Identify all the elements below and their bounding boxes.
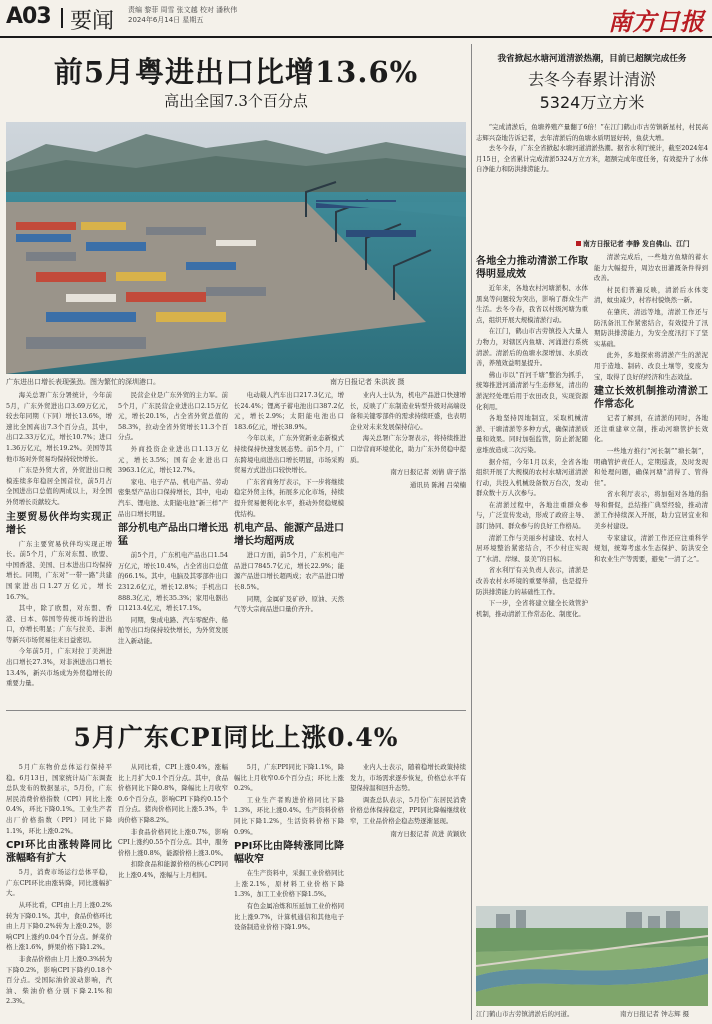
paragraph: 今年前5月，广东对拉丁美洲进出口增长27.3%，对非洲进出口增长13.4%，新兴市场成为外贸稳增长的重要力量。 (6, 647, 112, 688)
column-divider (471, 44, 472, 1020)
story2-column-4 (350, 762, 466, 1018)
page-header (0, 0, 712, 38)
paragraph: 此外，多地探索将清淤产生的淤泥用于造地、制砖、改良土壤等，变废为宝，取得了良好的经济和生态效益。 (594, 351, 708, 381)
paragraph: 在清淤过程中，各地注重群众参与，广泛宣传发动，形成了政府主导、部门协同、群众参与的良好工作格局。 (476, 500, 588, 531)
story2-column-2 (118, 762, 228, 1018)
paragraph: 在江门，鹤山市古劳镇投入大量人力物力，对辖区内鱼塘、河涌进行系统清淤。清淤后的鱼塘水深增加、水质改善，养殖效益明显提升。 (476, 327, 588, 368)
story2-subheading-1: CPI环比由涨转降同比涨幅略有扩大 (6, 840, 112, 865)
editor-line: 责编 黎菲 周雪 张文越 校对 潘秋伟 (128, 6, 238, 14)
story1-column-3 (234, 390, 344, 698)
paragraph: 广东是外贸大省，外贸进出口规模连续多年稳居全国首位，前5月占全国进出口总值的两成以上，对全国外贸增长贡献较大。 (6, 466, 112, 506)
paragraph: 从同比看，CPI上涨0.4%，涨幅比上月扩大0.1个百分点。其中，食品价格同比下降0.8%，降幅比上月收窄0.6个百分点，影响CPI下降约0.15个百分点。猪肉价格同比上涨5.3%，牛肉价格下降8.2%。 (118, 763, 228, 824)
paragraph: 记者了解到，在清淤的同时，各地还注重建章立制，推动河塘管护长效化。 (594, 414, 708, 444)
section-divider (6, 710, 466, 711)
paragraph: 其中，除了欧盟，对东盟、香港、日本、韩国等传统市场的进出口，亦增长明显；广东与拉美、非洲等新兴市场贸易往来日益密切。 (6, 604, 112, 644)
paragraph: 广东省商务厅表示，下一步将继续稳定外贸主体，拓展多元化市场，持续提升贸易便利化水平，推动外贸稳规模优结构。 (234, 477, 344, 518)
story2-byline: 南方日报记者 黄进 黄颖欣 (390, 829, 466, 838)
header-meta (128, 5, 237, 25)
paragraph: 有色金属冶炼和压延加工业价格同比上涨9.7%，计算机通信和其他电子设备制造业价格下降1.9%。 (234, 901, 344, 932)
paragraph: 前5个月，广东机电产品出口1.54万亿元，增长10.4%，占全省出口总值的66.1%。其中，电脑及其零部件出口2312.6亿元，增长12.8%；手机出口888.3亿元，增长35.3%；家用电器出口1213.4亿元，增长17.1%。 (118, 551, 228, 613)
paragraph: 省水利厅表示，将加强对各地的指导和督促，总结推广典型经验，推动清淤工作持续深入开展，助力宜居宜业和美乡村建设。 (594, 490, 708, 531)
paragraph: 去冬今春，广东全省掀起水塘河道清淤热潮。据省水利厅统计，截至2024年4月15日，全省累计完成清淤5324万立方米，超额完成年度任务，有效提升了水体自净能力和防洪排涝能力。 (476, 144, 708, 174)
paragraph: 同期，集成电路、汽车零配件、船舶等出口均保持较快增长，为外贸发展注入新动能。 (118, 615, 228, 645)
page-code: A03 (6, 4, 51, 29)
paragraph: 今年以来，广东外贸新业态新模式持续保持快速发展态势。前5个月，广东跨境电商进出口增长明显，市场采购贸易方式进出口较快增长。 (234, 434, 344, 475)
story2-column-1 (6, 762, 112, 1018)
paragraph: 专家建议，清淤工作还应注重科学规划，统筹考虑水生态保护、防洪安全和农业生产等需要，避免“一清了之”。 (594, 533, 708, 563)
paragraph: 村民们普遍反映，清淤后水体变清，蚊虫减少，村容村貌焕然一新。 (594, 285, 708, 305)
story3-kicker: 我省掀起水塘河道清淤热潮，目前已超额完成任务 (497, 54, 687, 64)
section-name: 要闻 (70, 9, 115, 34)
story3-subheading-2: 建立长效机制推动清淤工作常态化 (594, 386, 708, 411)
story3-photo-credit: 南方日报记者 钟志辉 摄 (620, 1010, 690, 1018)
story3-column-2 (594, 252, 708, 900)
story3-lead (476, 122, 708, 234)
story1-subheading-2: 部分机电产品出口增长迅猛 (118, 523, 228, 548)
paragraph: 佛山市以“百河千塘”整治为抓手，统筹推进河涌清淤与生态修复，清出的淤泥经处理后用于农田改良，实现资源化利用。 (476, 370, 588, 411)
paragraph: 家电、电子产品、机电产品、劳动密集型产品出口保持增长，其中，电动汽车、锂电池、太阳能电池“新三样”产品出口增长明显。 (118, 477, 228, 518)
story1-subheading-3: 机电产品、能源产品进口增长均超两成 (234, 523, 344, 548)
paragraph: 在肇庆、清远等地，清淤工作还与防汛备汛工作紧密结合，有效提升了汛期防洪排涝能力，为安全度汛打下了坚实基础。 (594, 307, 708, 348)
story3-column-1 (476, 252, 588, 900)
header-divider (61, 8, 63, 28)
paragraph: 调查总队表示，5月份广东居民消费价格总体保持稳定，PPI同比降幅继续收窄，工业品价格企稳态势逐渐显现。 (350, 795, 466, 825)
port-photo (6, 122, 466, 374)
paragraph: 海关总署广东分署统计，今年前5月，广东外贸进出口3.69万亿元，较去年同期（下同）增长13.6%，增速比全国高出7.3个百分点，其中，出口2.33万亿元，增长10.7%；进口1.36万亿元，增长19.2%。美国等其他市场对外贸易均保持较快增长。 (6, 391, 112, 463)
newspaper-logo: 南方日报 (608, 7, 704, 36)
paragraph: 5月广东物价总体运行保持平稳。6月13日，国家统计局广东调查总队发布的数据显示，5月份，广东居民消费价格指数（CPI）同比上涨0.4%，环比下降0.1%。工业生产者出厂价格指数（PPI）同比下降1.1%，环比上涨0.2%。 (6, 763, 112, 835)
paragraph: 下一步，全省将建立健全长效管护机制，推动清淤工作常态化、制度化。 (476, 599, 588, 618)
paragraph: 广东主要贸易伙伴均实现正增长。前5个月，广东对东盟、欧盟、中国香港、美国、日本进出口均保持增长。同期，广东对“一带一路”共建国家进出口1.27万亿元，增长16.7%。 (6, 539, 112, 601)
story1-photo-credit: 南方日报记者 朱洪波 摄 (330, 378, 405, 386)
paragraph: 业内人士表示，随着稳增长政策持续发力，市场需求逐步恢复，价格总水平有望保持温和回升态势。 (350, 763, 466, 793)
paragraph: 省水利厅有关负责人表示，清淤是改善农村水环境的重要举措，也是提升防洪排涝能力的基础性工作。 (476, 566, 588, 596)
paragraph: 进口方面，前5个月，广东机电产品进口7845.7亿元，增长22.9%；能源产品进口增长超两成；农产品进口增长8.5%。 (234, 551, 344, 591)
story1-column-4 (350, 390, 466, 708)
river-photo (476, 906, 708, 1006)
paragraph: 5月，广东PPI同比下降1.1%，降幅比上月收窄0.6个百分点；环比上涨0.2%。 (234, 763, 344, 793)
paragraph: 扣除食品和能源价格的核心CPI同比上涨0.4%，涨幅与上月相同。 (118, 860, 228, 879)
date-line: 2024年6月14日 星期五 (128, 16, 204, 24)
story2-subheading-2: PPI环比由降转涨同比降幅收窄 (234, 841, 344, 866)
story3-photo-caption: 江门鹤山市古劳镇清淤后的河道。 (476, 1010, 574, 1018)
story3-source: 南方日报记者 李静 发自佛山、江门 (576, 238, 708, 248)
story3-subheading-1: 各地全力推动清淤工作取得明显成效 (476, 256, 588, 280)
paragraph: 据介绍，今年1月以来，全省各地组织开展了大规模的农村水塘河道清淤行动，共投入机械设备数万台次，发动群众数十万人次参与。 (476, 457, 588, 498)
story1-subhead: 高出全国7.3个百分点 (164, 92, 308, 110)
paragraph: 非食品价格由上月上涨0.3%转为下降0.2%，影响CPI下降约0.18个百分点。受国际油价波动影响，汽油、柴油价格分别下降2.1%和2.3%。 (6, 954, 112, 1006)
paragraph: 从环比看，CPI由上月上涨0.2%转为下降0.1%。其中，食品价格环比由上月下降0.2%转为上涨0.2%，影响CPI上涨约0.04个百分点。鲜菜价格上涨1.6%，鲜果价格下降1.2%。 (6, 900, 112, 952)
story1-headline: 前5月粤进出口比增13.6% (53, 55, 419, 89)
story1-byline: 南方日报记者 刘倩 唐子湉 (390, 468, 466, 477)
paragraph: 一些地方推行“河长制”“塘长制”，明确管护责任人，定期巡查，及时发现和处理问题，确保河塘“清得了、管得住”。 (594, 446, 708, 487)
paragraph: 工业生产者购进价格同比下降1.3%，环比上涨0.4%。生产资料价格同比下降1.2%，生活资料价格下降0.9%。 (234, 795, 344, 836)
paragraph: 在生产资料中，采掘工业价格同比上涨2.1%，原材料工业价格下降1.3%，加工工业价格下降1.5%。 (234, 869, 344, 899)
story1-column-2 (118, 390, 228, 698)
story3-headline-line2: 5324万立方米 (539, 93, 645, 112)
story3-headline-line1: 去冬今春累计清淤 (527, 70, 656, 89)
story1-subheading-1: 主要贸易伙伴均实现正增长 (6, 511, 112, 536)
paragraph: 同期，金属矿及矿砂、原油、天然气等大宗商品进口量价齐升。 (234, 594, 344, 614)
story1-photo-caption: 广东进出口增长表现强劲。图为繁忙的深圳港口。 (6, 378, 160, 386)
story1-column-1 (6, 390, 112, 698)
paragraph: “完成清淤后，鱼塘养殖产量翻了6倍！”在江门鹤山市古劳镇新星村，村民高志辉兴奋地告诉记者，去年清淤后的鱼塘水质明显好转，鱼获大增。 (476, 123, 708, 142)
paragraph: 清淤完成后，一些地方鱼塘的蓄水能力大幅提升，周边农田灌溉条件得到改善。 (594, 253, 708, 283)
paragraph: 非食品价格同比上涨0.7%，影响CPI上涨约0.55个百分点。其中，服务价格上涨0.8%，能源价格上涨3.0%。 (118, 827, 228, 857)
paragraph: 电动载人汽车出口217.3亿元，增长24.4%；锂离子蓄电池出口387.2亿元，增长2.9%；太阳能电池出口183.6亿元，增长38.9%。 (234, 391, 344, 431)
paragraph: 业内人士认为，机电产品进口快速增长，反映了广东制造业转型升级对高端设备和关键零部件的需求持续旺盛，也表明企业对未来发展保持信心。 (350, 391, 466, 431)
paragraph: 清淤工作与美丽乡村建设、农村人居环境整治紧密结合，不少村庄实现了“水清、岸绿、景美”的目标。 (476, 533, 588, 563)
story2-headline: 5月广东CPI同比上涨0.4% (73, 723, 399, 752)
paragraph: 近年来，各地农村河塘淤积、水体黑臭等问题较为突出，影响了群众生产生活。去冬今春，我省以村级河塘为重点，组织开展大规模清淤行动。 (476, 284, 588, 324)
story1-byline-2: 通讯员 陈湘 吕荣楠 (409, 480, 466, 489)
paragraph: 5月，消费市场运行总体平稳，广东CPI环比由涨转降，同比涨幅扩大。 (6, 868, 112, 898)
paragraph: 外商投资企业进出口1.13万亿元，增长3.5%；国有企业进出口3963.1亿元，增长12.7%。 (118, 444, 228, 475)
paragraph: 民营企业是广东外贸的主力军。前5个月，广东民营企业进出口2.15万亿元，增长20.1%，占全省外贸总值的58.3%，拉动全省外贸增长11.3个百分点。 (118, 391, 228, 442)
story2-column-3 (234, 762, 344, 1018)
paragraph: 海关总署广东分署表示，将持续推进口岸营商环境优化，助力广东外贸稳中提质。 (350, 434, 466, 464)
paragraph: 各地坚持因地制宜，采取机械清淤、干塘清淤等多种方式，确保清淤质量和效果。同时加强监管，防止淤泥随意堆放造成二次污染。 (476, 414, 588, 454)
